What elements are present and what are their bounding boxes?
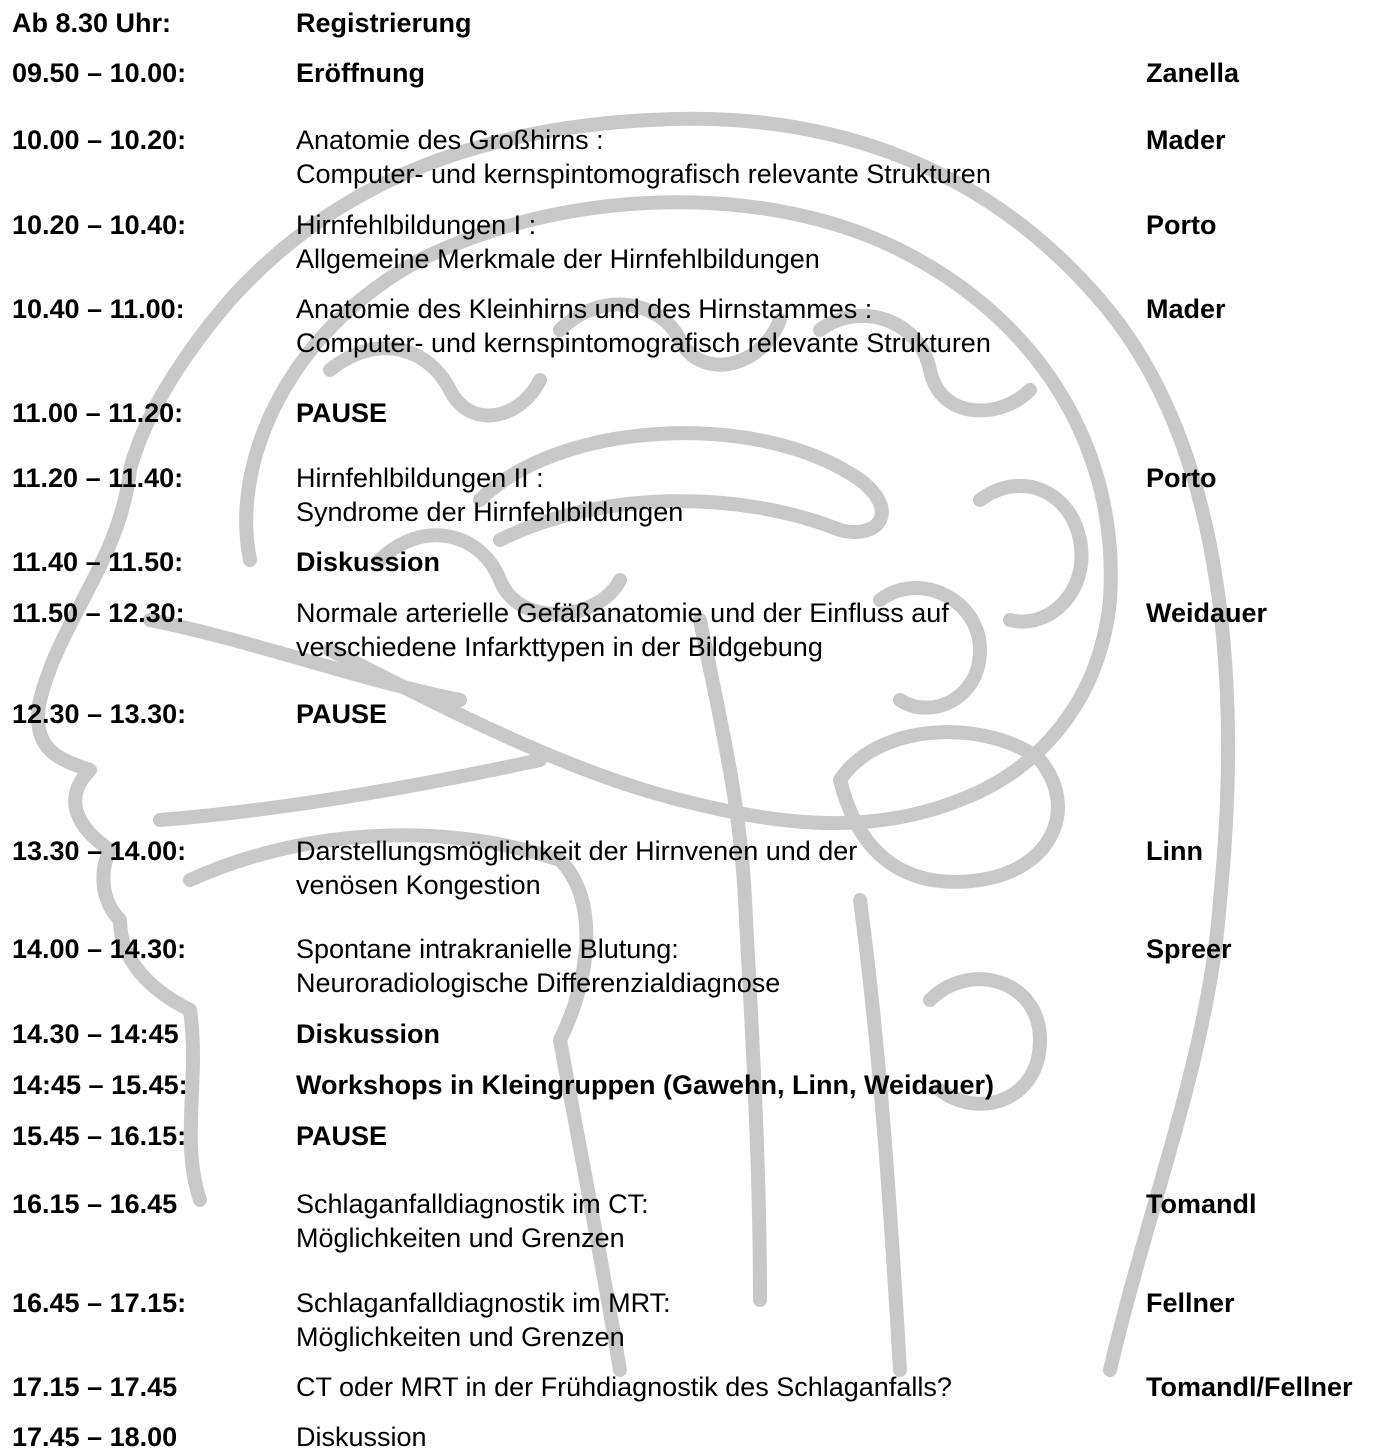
session-title-line: Workshops in Kleingruppen (Gawehn, Linn, Weidauer) xyxy=(296,1070,995,1100)
time-slot: 13.30 – 14.00: xyxy=(12,836,187,866)
time-slot: Ab 8.30 Uhr: xyxy=(12,8,172,38)
session-title xyxy=(296,396,387,430)
time-slot: 10.20 – 10.40: xyxy=(12,210,187,240)
session-title-line: Diskussion xyxy=(296,547,441,577)
speaker-name: Porto xyxy=(1146,463,1217,493)
speaker-name: Tomandl xyxy=(1146,1189,1257,1219)
session-title xyxy=(296,1370,952,1404)
session-title-line: Hirnfehlbildungen II : xyxy=(296,463,544,493)
session-title xyxy=(296,932,780,1000)
session-title-line: Möglichkeiten und Grenzen xyxy=(296,1322,625,1352)
speaker-name: Tomandl/Fellner xyxy=(1146,1372,1353,1402)
session-title xyxy=(296,6,472,40)
session-title xyxy=(296,1068,994,1102)
time-slot: 16.45 – 17.15: xyxy=(12,1288,187,1318)
time-slot: 09.50 – 10.00: xyxy=(12,58,187,88)
session-title-line: Syndrome der Hirnfehlbildungen xyxy=(296,497,684,527)
session-title xyxy=(296,1286,671,1354)
session-title-line: PAUSE xyxy=(296,1121,388,1151)
session-title-line: verschiedene Infarkttypen in der Bildgebung xyxy=(296,632,823,662)
session-title xyxy=(296,1187,649,1255)
time-slot: 17.45 – 18.00 xyxy=(12,1422,178,1452)
session-title-line: Anatomie des Kleinhirns und des Hirnstammes : xyxy=(296,294,873,324)
session-title xyxy=(296,208,820,276)
session-title-line: Neuroradiologische Differenzialdiagnose xyxy=(296,968,781,998)
time-slot: 14.30 – 14:45 xyxy=(12,1019,179,1049)
time-slot: 11.50 – 12.30: xyxy=(12,598,185,628)
time-slot: 11.20 – 11.40: xyxy=(12,463,184,493)
speaker-name: Spreer xyxy=(1146,934,1232,964)
session-title-line: CT oder MRT in der Frühdiagnostik des Schlaganfalls? xyxy=(296,1372,952,1402)
time-slot: 12.30 – 13.30: xyxy=(12,699,187,729)
session-title-line: Diskussion xyxy=(296,1019,441,1049)
session-title-line: Schlaganfalldiagnostik im MRT: xyxy=(296,1288,671,1318)
session-title-line: Hirnfehlbildungen I : xyxy=(296,210,537,240)
speaker-name: Porto xyxy=(1146,210,1217,240)
session-title xyxy=(296,123,991,191)
session-title xyxy=(296,1017,440,1051)
session-title-line: Möglichkeiten und Grenzen xyxy=(296,1223,625,1253)
time-slot: 11.40 – 11.50: xyxy=(12,547,184,577)
session-title-line: Diskussion xyxy=(296,1422,427,1452)
session-title xyxy=(296,1420,427,1454)
time-slot: 15.45 – 16.15: xyxy=(12,1121,187,1151)
session-title-line: Eröffnung xyxy=(296,58,425,88)
session-title-line: venösen Kongestion xyxy=(296,870,541,900)
session-title-line: Computer- und kernspintomografisch relevante Strukturen xyxy=(296,328,991,358)
session-title xyxy=(296,545,440,579)
time-slot: 16.15 – 16.45 xyxy=(12,1189,178,1219)
session-title-line: Computer- und kernspintomografisch relevante Strukturen xyxy=(296,159,991,189)
time-slot: 10.00 – 10.20: xyxy=(12,125,187,155)
session-title-line: Schlaganfalldiagnostik im CT: xyxy=(296,1189,649,1219)
time-slot: 14:45 – 15.45: xyxy=(12,1070,188,1100)
session-title-line: Darstellungsmöglichkeit der Hirnvenen und der xyxy=(296,836,858,866)
session-title xyxy=(296,596,949,664)
session-title-line: PAUSE xyxy=(296,699,388,729)
session-title-line: Spontane intrakranielle Blutung: xyxy=(296,934,679,964)
speaker-name: Weidauer xyxy=(1146,598,1268,628)
speaker-name: Mader xyxy=(1146,294,1226,324)
session-title xyxy=(296,461,683,529)
speaker-name: Mader xyxy=(1146,125,1226,155)
time-slot: 17.15 – 17.45 xyxy=(12,1372,178,1402)
time-slot: 10.40 – 11.00: xyxy=(12,294,185,324)
session-title xyxy=(296,1119,387,1153)
session-title xyxy=(296,697,387,731)
session-title-line: PAUSE xyxy=(296,398,388,428)
session-title-line: Allgemeine Merkmale der Hirnfehlbildungen xyxy=(296,244,820,274)
session-title xyxy=(296,834,857,902)
speaker-name: Zanella xyxy=(1146,58,1240,88)
session-title xyxy=(296,56,425,90)
session-title xyxy=(296,292,991,360)
session-title-line: Registrierung xyxy=(296,8,472,38)
session-title-line: Normale arterielle Gefäßanatomie und der Einfluss auf xyxy=(296,598,949,628)
speaker-name: Linn xyxy=(1146,836,1203,866)
session-title-line: Anatomie des Großhirns : xyxy=(296,125,604,155)
speaker-name: Fellner xyxy=(1146,1288,1235,1318)
time-slot: 11.00 – 11.20: xyxy=(12,398,184,428)
time-slot: 14.00 – 14.30: xyxy=(12,934,187,964)
